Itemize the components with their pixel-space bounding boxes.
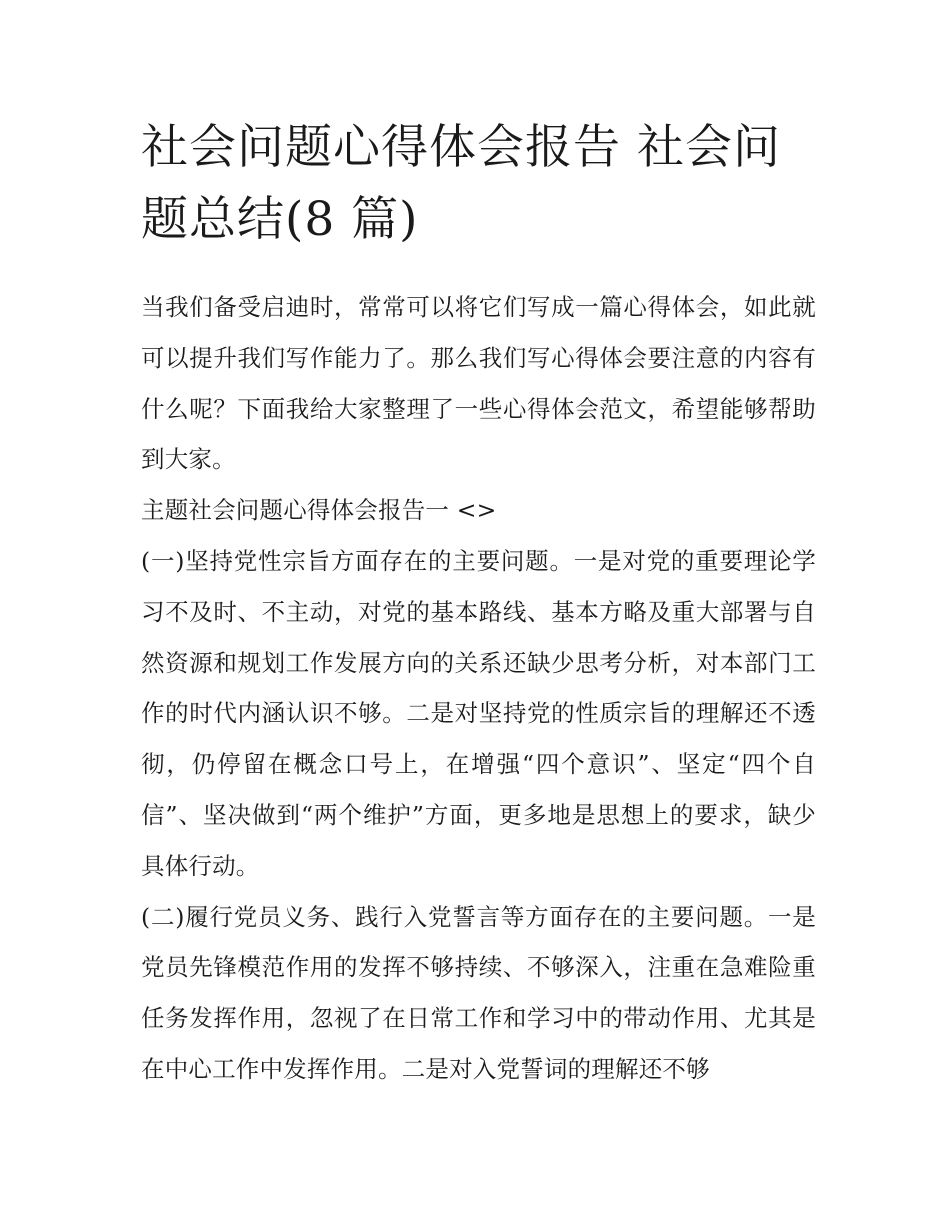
body-paragraph-2: (二)履行党员义务、践行入党誓言等方面存在的主要问题。一是党员先锋模范作用的发挥不够持续、不够深入，注重在急难险重任务发挥作用，忽视了在日常工作和学习中的带动作用、尤其是在中心工作中发挥作用。二是对入党誓词的理解还不够: [141, 902, 816, 1083]
document-body: [141, 112, 816, 1095]
section-heading: 主题社会问题心得体会报告一 <>: [141, 496, 497, 525]
document-title: 社会问题心得体会报告 社会问题总结(8 篇): [141, 120, 781, 247]
intro-paragraph: 当我们备受启迪时，常常可以将它们写成一篇心得体会，如此就可以提升我们写作能力了。那么我们写心得体会要注意的内容有什么呢？下面我给大家整理了一些心得体会范文，希望能够帮助到大家。: [141, 293, 816, 474]
body-paragraph-1: (一)坚持党性宗旨方面存在的主要问题。一是对党的重要理论学习不及时、不主动，对党的基本路线、基本方略及重大部署与自然资源和规划工作发展方向的关系还缺少思考分析，对本部门工作的时代内涵认识不够。二是对坚持党的性质宗旨的理解还不透彻，仍停留在概念口号上，在增强“四个意识”、坚定“四个自信”、坚决做到“两个维护”方面，更多地是思想上的要求，缺少具体行动。: [141, 546, 816, 880]
